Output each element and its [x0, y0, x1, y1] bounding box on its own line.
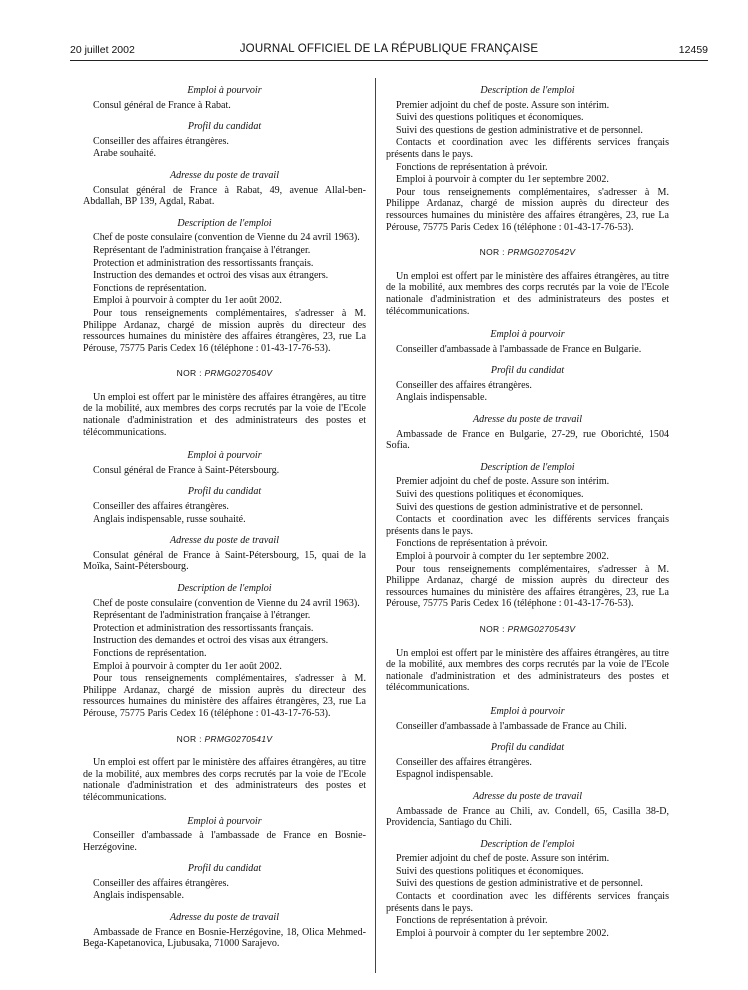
intro-block [83, 392, 366, 438]
nor-code: PRMG0270543V [507, 623, 576, 634]
paragraph: Emploi à pourvoir à compter du 1er août 2002. [93, 660, 282, 672]
intro-block [83, 757, 366, 803]
paragraph: Ambassade de France en Bulgarie, 27-29, rue Oborichté, 1504 Sofia. [386, 428, 669, 452]
intro-block [386, 271, 669, 317]
heading: Profil du candidat [490, 365, 565, 377]
paragraph: Fonctions de représentation à prévoir. [396, 161, 548, 173]
section-heading-adresse [83, 170, 366, 208]
paragraph: Suivi des questions de gestion administrative et de personnel. [396, 501, 643, 513]
nor-code: PRMG0270541V [204, 733, 273, 744]
paragraph: Pour tous renseignements complémentaires, s'adresser à M. Philippe Ardanaz, chargé de mission auprès du directeur des ressources humaines du ministère des affaires étrangères, 23, rue La Pérouse, 75775 Paris Cedex 16 (téléphone : 01-43-17-76-53). [386, 186, 669, 233]
heading: Emploi à pourvoir [490, 329, 565, 341]
paragraph: Anglais indispensable. [396, 392, 487, 404]
heading: Adresse du poste de travail [169, 169, 279, 181]
paragraph: Suivi des questions politiques et économiques. [396, 112, 584, 124]
section-heading-profil [386, 365, 669, 404]
heading: Description de l'emploi [480, 838, 575, 850]
paragraph: Ambassade de France en Bosnie-Herzégovine, 18, Olica Mehmed-Bega-Kapetanovica, Ljubusaka, 71000 Sarajevo. [83, 926, 366, 950]
section-heading-description [386, 85, 669, 233]
paragraph: Pour tous renseignements complémentaires, s'adresser à M. Philippe Ardanaz, chargé de mission auprès du directeur des ressources humaines du ministère des affaires étrangères, 23, rue La Pérouse, 75775 Paris Cedex 16 (téléphone : 01-43-17-76-53). [386, 563, 669, 610]
heading: Description de l'emploi [480, 85, 575, 96]
paragraph: Emploi à pourvoir à compter du 1er août 2002. [93, 295, 282, 307]
nor-label: NOR : [176, 733, 202, 744]
paragraph: Protection et administration des ressortissants français. [93, 257, 314, 269]
paragraph: Suivi des questions de gestion administrative et de personnel. [396, 878, 643, 890]
paragraph: Chef de poste consulaire (convention de Vienne du 24 avril 1963). [93, 232, 360, 244]
heading: Description de l'emploi [480, 461, 575, 473]
paragraph: Conseiller d'ambassade à l'ambassade de France en Bosnie-Herzégovine. [83, 830, 366, 853]
section-heading-emploi [386, 329, 669, 355]
section-heading-profil [83, 863, 366, 902]
section-heading-emploi [83, 85, 366, 111]
paragraph: Un emploi est offert par le ministère des affaires étrangères, au titre de la mobilité, aux membres des corps recrutés par la voie de l'Ecole nationale d'administration et des administrateurs des postes et télécommunications. [83, 391, 366, 438]
heading: Adresse du poste de travail [472, 790, 582, 802]
nor-label: NOR : [479, 623, 505, 634]
paragraph: Consulat général de France à Saint-Pétersbourg, 15, quai de la Moïka, Saint-Pétersbourg. [83, 549, 366, 573]
nor-code: PRMG0270540V [204, 368, 273, 379]
paragraph: Représentant de l'administration française à l'étranger. [93, 244, 311, 256]
paragraph: Fonctions de représentation. [93, 282, 207, 294]
section-heading-profil [83, 486, 366, 525]
section-heading-emploi [83, 816, 366, 854]
header-date: 20 juillet 2002 [70, 44, 135, 56]
heading: Profil du candidat [187, 863, 262, 875]
page-header [70, 42, 708, 61]
paragraph: Espagnol indispensable. [396, 769, 494, 781]
paragraph: Anglais indispensable. [93, 890, 184, 902]
paragraph: Consul général de France à Saint-Pétersbourg. [93, 464, 280, 476]
section-heading-description [83, 218, 366, 355]
heading: Emploi à pourvoir [187, 450, 262, 462]
heading: Profil du candidat [187, 121, 262, 133]
section-heading-profil [386, 742, 669, 781]
paragraph: Protection et administration des ressortissants français. [93, 622, 314, 634]
paragraph: Conseiller des affaires étrangères. [93, 135, 229, 147]
heading: Adresse du poste de travail [169, 912, 279, 924]
paragraph: Consulat général de France à Rabat, 49, avenue Allal-ben-Abdallah, BP 139, Agdal, Rabat. [83, 184, 366, 208]
heading: Adresse du poste de travail [472, 414, 582, 426]
heading: Emploi à pourvoir [490, 705, 565, 717]
paragraph: Instruction des demandes et octroi des visas aux étrangers. [93, 635, 329, 647]
section-heading-description [386, 462, 669, 610]
heading: Emploi à pourvoir [187, 815, 262, 827]
section-heading-adresse [83, 535, 366, 573]
section-heading-adresse [83, 912, 366, 950]
paragraph: Premier adjoint du chef de poste. Assure son intérim. [396, 99, 610, 111]
section-heading-adresse [386, 791, 669, 829]
paragraph: Conseiller des affaires étrangères. [93, 501, 229, 513]
paragraph: Emploi à pourvoir à compter du 1er septembre 2002. [396, 551, 609, 562]
paragraph: Contacts et coordination avec les différents services français présents dans le pays. [386, 891, 669, 914]
paragraph: Un emploi est offert par le ministère des affaires étrangères, au titre de la mobilité, aux membres des corps recrutés par la voie de l'Ecole nationale d'administration et des administrateurs des postes et télécommunications. [386, 647, 669, 694]
section-heading-adresse [386, 414, 669, 452]
heading: Emploi à pourvoir [187, 85, 262, 96]
paragraph: Suivi des questions politiques et économiques. [396, 489, 584, 501]
left-column [83, 85, 366, 960]
paragraph: Conseiller d'ambassade à l'ambassade de France au Chili. [396, 720, 627, 732]
paragraph: Pour tous renseignements complémentaires, s'adresser à M. Philippe Ardanaz, chargé de mission auprès du directeur des ressources humaines du ministère des affaires étrangères, 23, rue La Pérouse, 75775 Paris Cedex 16 (téléphone : 01-43-17-76-53). [83, 307, 366, 354]
nor-code: PRMG0270542V [507, 247, 576, 258]
paragraph: Suivi des questions de gestion administrative et de personnel. [396, 124, 643, 136]
paragraph: Emploi à pourvoir à compter du 1er septembre 2002. [396, 927, 609, 939]
paragraph: Contacts et coordination avec les différents services français présents dans le pays. [386, 514, 669, 537]
column-divider [375, 78, 376, 973]
paragraph: Conseiller des affaires étrangères. [93, 877, 229, 889]
heading: Profil du candidat [490, 742, 565, 754]
header-page-number: 12459 [678, 44, 708, 56]
right-column [386, 85, 669, 949]
section-heading-emploi [386, 706, 669, 732]
intro-block [386, 648, 669, 694]
paragraph: Conseiller d'ambassade à l'ambassade de France en Bulgarie. [396, 343, 642, 355]
paragraph: Suivi des questions politiques et économiques. [396, 865, 584, 877]
paragraph: Contacts et coordination avec les différents services français présents dans le pays. [386, 137, 669, 160]
heading: Adresse du poste de travail [169, 535, 279, 547]
heading: Profil du candidat [187, 486, 262, 498]
paragraph: Instruction des demandes et octroi des visas aux étrangers. [93, 270, 329, 282]
section-heading-emploi [83, 450, 366, 476]
paragraph: Chef de poste consulaire (convention de Vienne du 24 avril 1963). [93, 597, 360, 609]
paragraph: Arabe souhaité. [93, 148, 157, 160]
paragraph: Consul général de France à Rabat. [93, 99, 231, 111]
nor-reference [83, 734, 366, 746]
paragraph: Fonctions de représentation à prévoir. [396, 538, 548, 550]
paragraph: Conseiller des affaires étrangères. [396, 379, 532, 391]
header-title: JOURNAL OFFICIEL DE LA RÉPUBLIQUE FRANÇAISE [239, 43, 539, 55]
paragraph: Un emploi est offert par le ministère des affaires étrangères, au titre de la mobilité, aux membres des corps recrutés par la voie de l'Ecole nationale d'administration et des administrateurs des postes et télécommunications. [83, 757, 366, 803]
section-heading-description [83, 583, 366, 720]
nor-reference [386, 624, 669, 636]
heading: Description de l'emploi [177, 217, 272, 229]
paragraph: Un emploi est offert par le ministère des affaires étrangères, au titre de la mobilité, aux membres des corps recrutés par la voie de l'Ecole nationale d'administration et des administrateurs des postes et télécommunications. [386, 270, 669, 317]
section-heading-profil [83, 121, 366, 160]
paragraph: Ambassade de France au Chili, av. Condell, 65, Casilla 38-D, Providencia, Santiago du Chili. [386, 805, 669, 829]
nor-reference [386, 247, 669, 259]
paragraph: Premier adjoint du chef de poste. Assure son intérim. [396, 853, 610, 865]
nor-label: NOR : [479, 247, 505, 258]
paragraph: Anglais indispensable, russe souhaité. [93, 513, 246, 525]
nor-reference [83, 368, 366, 380]
paragraph: Emploi à pourvoir à compter du 1er septembre 2002. [396, 174, 609, 186]
nor-label: NOR : [176, 368, 202, 379]
section-heading-description [386, 839, 669, 940]
heading: Description de l'emploi [177, 583, 272, 594]
paragraph: Conseiller des affaires étrangères. [396, 756, 532, 768]
paragraph: Fonctions de représentation. [93, 647, 207, 659]
paragraph: Pour tous renseignements complémentaires, s'adresser à M. Philippe Ardanaz, chargé de mission auprès du directeur des ressources humaines du ministère des affaires étrangères, 23, rue La Pérouse, 75775 Paris Cedex 16 (téléphone : 01-43-17-76-53). [83, 673, 366, 719]
paragraph: Premier adjoint du chef de poste. Assure son intérim. [396, 476, 610, 488]
paragraph: Fonctions de représentation à prévoir. [396, 915, 548, 927]
paragraph: Représentant de l'administration française à l'étranger. [93, 610, 311, 622]
